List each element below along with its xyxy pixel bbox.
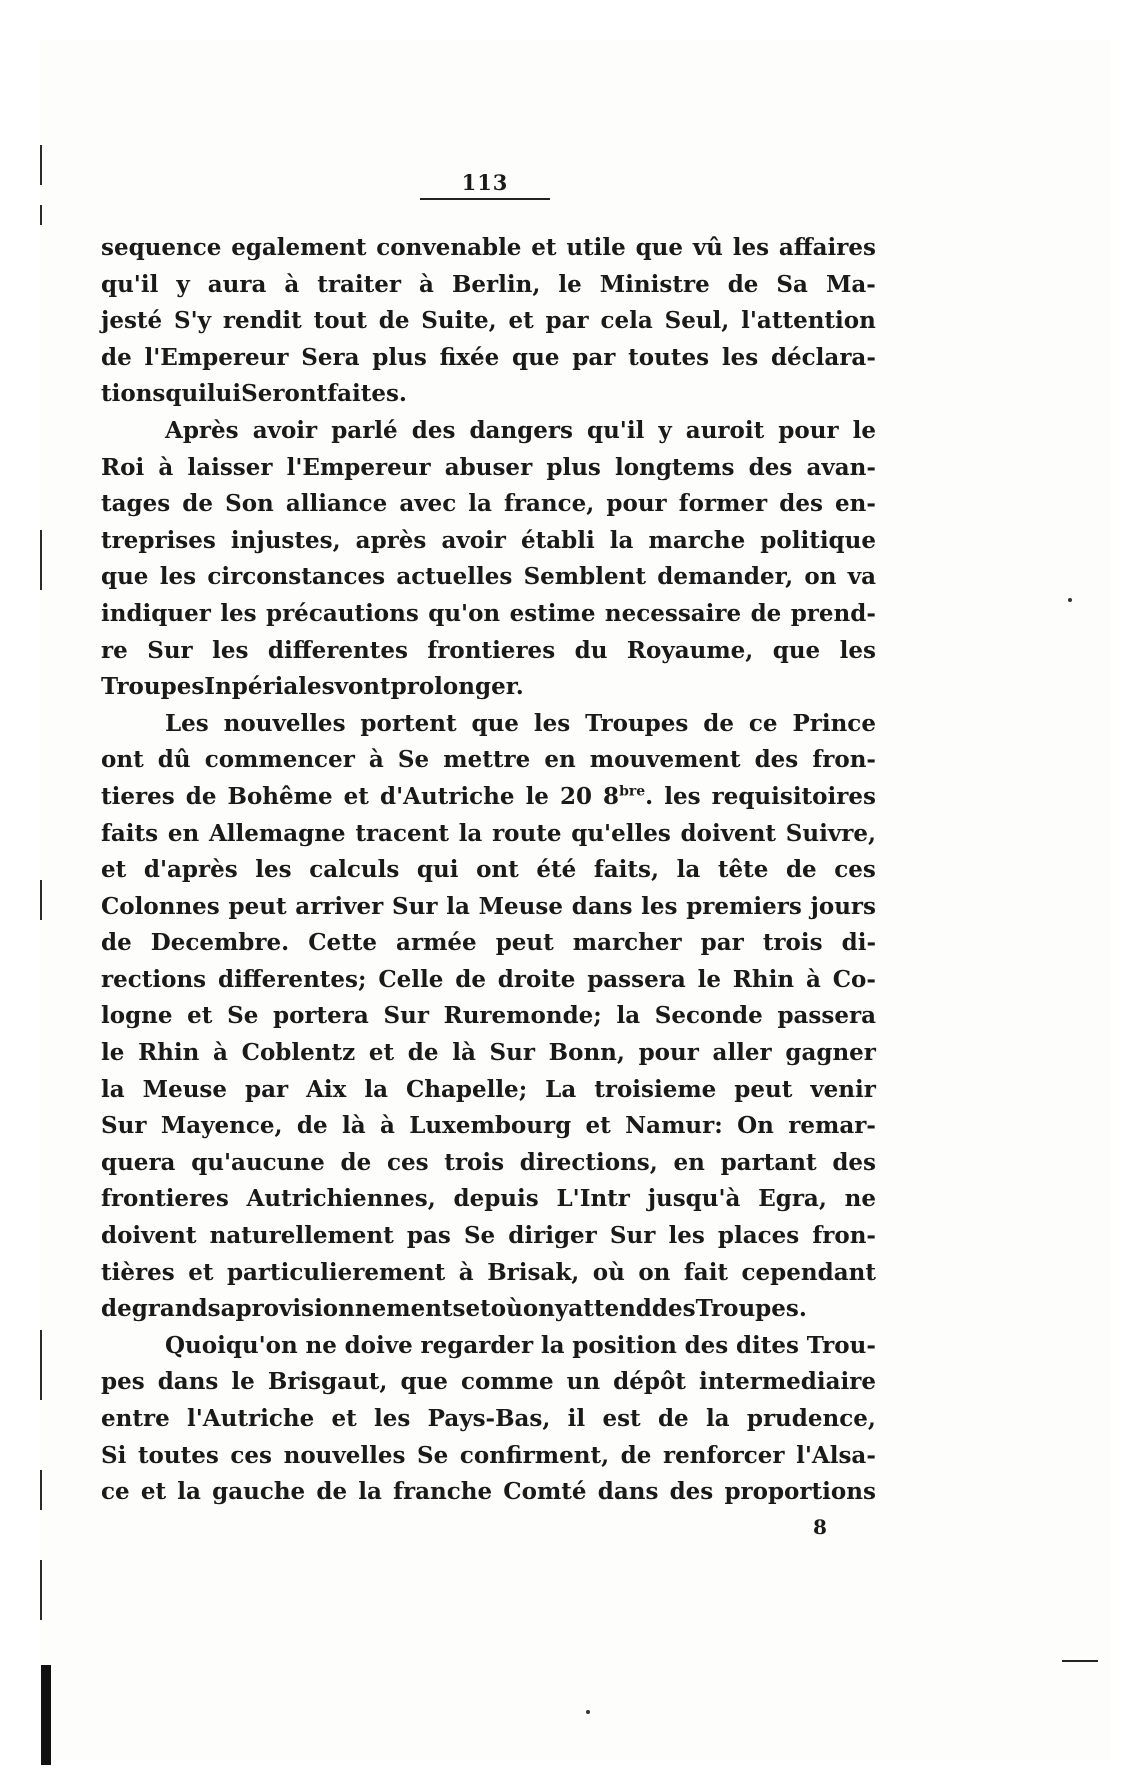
- text-line: ce et la gauche de la franche Comté dans des proportions: [101, 1478, 876, 1506]
- text-line: logne et Se portera Sur Ruremonde; la Seconde passera: [101, 1002, 876, 1030]
- text-line: quera qu'aucune de ces trois directions, en partant des: [101, 1148, 876, 1176]
- text-line: Après avoir parlé des dangers qu'il y auroit pour le: [165, 416, 876, 444]
- text-line: ont dû commencer à Se mettre en mouvement des fron-: [101, 746, 876, 774]
- text-line: re Sur les differentes frontieres du Royaume, que les: [101, 636, 876, 664]
- text-line: jesté S'y rendit tout de Suite, et par cela Seul, l'attention: [101, 307, 876, 335]
- text-line: sequence egalement convenable et utile que vû les affaires: [101, 234, 876, 261]
- body-text: [101, 230, 876, 1511]
- text-line: pes dans le Brisgaut, que comme un dépôt intermediaire: [101, 1368, 876, 1396]
- signature-mark: 8: [813, 1515, 827, 1539]
- margin-rule-mark: [40, 205, 42, 225]
- text-line: Troupes Inpériales vont prolonger.: [101, 673, 524, 701]
- speck-mark: [586, 1710, 590, 1714]
- text-line: Roi à laisser l'Empereur abuser plus longtems des avan-: [101, 453, 876, 481]
- text-line: tieres de Bohême et d'Autriche le 20 $8^{bre}$. les requisitoires: [101, 782, 876, 810]
- text-line: Quoiqu'on ne doive regarder la position des dites Trou-: [165, 1331, 876, 1359]
- text-line: Sur Mayence, de là à Luxembourg et Namur: On remar-: [101, 1112, 876, 1140]
- text-line: treprises injustes, après avoir établi la marche politique: [101, 526, 876, 554]
- text-line: Colonnes peut arriver Sur la Meuse dans les premiers jours: [101, 892, 876, 920]
- margin-rule-mark: [40, 145, 42, 185]
- edge-mark: [1062, 1660, 1098, 1662]
- text-line: faits en Allemagne tracent la route qu'elles doivent Suivre,: [101, 819, 876, 847]
- text-line: de Decembre. Cette armée peut marcher par trois di-: [101, 929, 876, 957]
- margin-bar: [41, 1665, 51, 1765]
- text-line: frontieres Autrichiennes, depuis L'Intr jusqu'à Egra, ne: [101, 1185, 876, 1213]
- text-line: tions qui lui Seront faites.: [101, 380, 407, 408]
- text-line: rections differentes; Celle de droite passera le Rhin à Co-: [101, 965, 876, 993]
- page-number-rule: [420, 198, 550, 200]
- text-line: et d'après les calculs qui ont été faits, la tête de ces: [101, 856, 876, 884]
- margin-rule-mark: [40, 1330, 42, 1400]
- text-line: Les nouvelles portent que les Troupes de ce Prince: [165, 709, 876, 737]
- speck-mark: [1068, 598, 1072, 602]
- text-line: de l'Empereur Sera plus fixée que par toutes les déclara-: [101, 343, 876, 371]
- text-line: indiquer les précautions qu'on estime necessaire de prend-: [101, 599, 876, 627]
- text-line: tages de Son alliance avec la france, pour former des en-: [101, 490, 876, 518]
- text-line: tières et particulierement à Brisak, où on fait cependant: [101, 1258, 876, 1286]
- text-line: qu'il y aura à traiter à Berlin, le Ministre de Sa Ma-: [101, 270, 876, 298]
- text-line: doivent naturellement pas Se diriger Sur les places fron-: [101, 1222, 876, 1250]
- text-line: de grands aprovisionnements et où on y attend des Troupes.: [101, 1295, 807, 1323]
- text-line: la Meuse par Aix la Chapelle; La troisieme peut venir: [101, 1075, 876, 1103]
- margin-rule-mark: [40, 1470, 42, 1510]
- text-line: que les circonstances actuelles Semblent demander, on va: [101, 563, 876, 591]
- page-number: 113: [461, 170, 509, 195]
- text-line: entre l'Autriche et les Pays-Bas, il est de la prudence,: [101, 1405, 876, 1432]
- margin-rule-mark: [40, 1560, 42, 1620]
- margin-rule-mark: [40, 880, 42, 920]
- text-line: le Rhin à Coblentz et de là Sur Bonn, pour aller gagner: [101, 1039, 876, 1067]
- text-line: Si toutes ces nouvelles Se confirment, de renforcer l'Alsa-: [101, 1441, 876, 1469]
- margin-rule-mark: [40, 530, 42, 590]
